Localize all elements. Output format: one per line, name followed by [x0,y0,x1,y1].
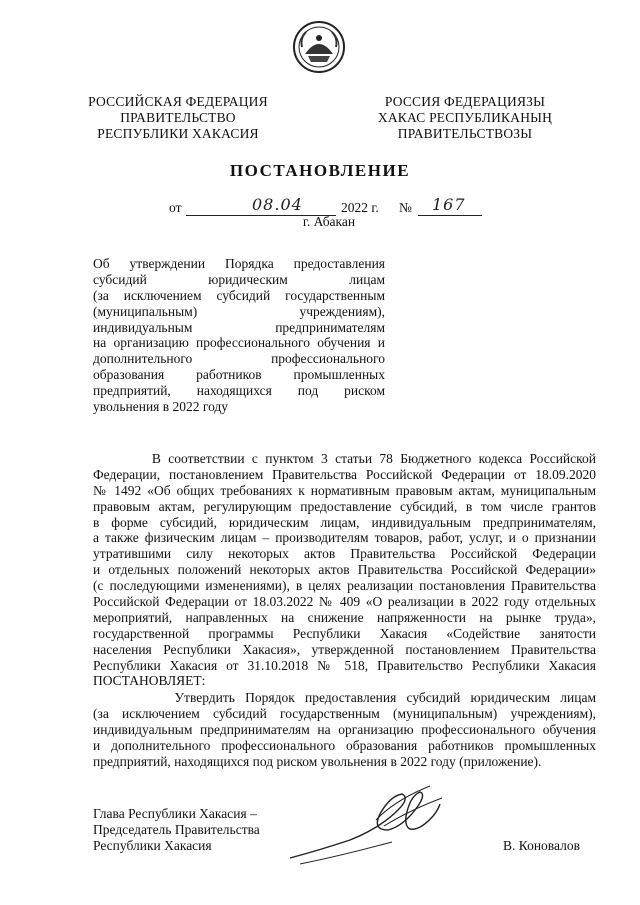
paragraph-line: утратившими силу некоторых актов Правительства Российской Федерации [93,546,596,562]
paragraph-line: № 1492 «Об общих требованиях к нормативным правовым актам, муниципальным [93,482,596,498]
paragraph-line: населения Республики Хакасия», утвержденной постановлением Правительства [93,641,596,657]
subject-line: субсидий юридическим лицам [93,271,385,287]
header-left [78,94,278,142]
subject-block [93,256,385,415]
paragraph-line: Российской Федерации от 18.03.2022 № 409 «О реализации в 2022 году отдельных [93,594,596,610]
header-right-line: РОССИЯ ФЕДЕРАЦИЯЗЫ [384,94,546,109]
paragraph-resolution [93,690,596,769]
paragraph-line: В соответствии с пунктом 3 статьи 78 Бюджетного кодекса Российской [93,451,596,466]
subject-line: на организацию профессионального обучения и [93,335,385,351]
header-left-line: РОССИЙСКАЯ ФЕДЕРАЦИЯ [88,94,268,109]
date-handwritten: 08.04 [252,195,303,214]
from-label: от [169,200,182,215]
document-title: ПОСТАНОВЛЕНИЕ [229,161,411,180]
year-label: 2022 г. [341,200,379,215]
paragraph-preamble [93,451,596,689]
signatory-title-line: Глава Республики Хакасия – [93,806,257,821]
subject-line: образования работников промышленных [93,367,385,383]
handwritten-signature [280,780,450,870]
paragraph-line: (с последующими изменениями), в целях реализации постановления Правительства [93,578,596,594]
paragraph-line: и дополнительного профессионального образования работников промышленных [93,737,596,753]
subject-line: предприятий, находящихся под риском [93,383,385,399]
signatory-title-line: Республики Хакасия [93,838,212,853]
paragraph-line: в форме субсидий, юридическим лицам, индивидуальным предпринимателям, [93,514,596,530]
number-label: № [399,200,412,215]
coat-of-arms-emblem [292,20,346,74]
paragraph-line: мероприятий, направленных на снижение напряженности на рынке труда», [93,609,596,625]
paragraph-line: Республики Хакасия от 31.10.2018 № 518, Правительство Республики Хакасия [93,657,596,673]
subject-line: Об утверждении Порядка предоставления [93,256,385,271]
paragraph-line: правовым актам, регулирующим предоставление субсидий, в том числе грантов [93,498,596,514]
paragraph-line: государственной программы Республики Хакасия «Содействие занятости [93,625,596,641]
paragraph-line: Федерации, постановлением Правительства Российской Федерации от 18.09.2020 [93,466,596,482]
header-right [360,94,570,142]
signatory-title-line: Председатель Правительства [93,822,260,837]
subject-line: (за исключением субсидий государственным [93,287,385,303]
paragraph-line: индивидуальным предпринимателям на организацию профессионального обучения [93,721,596,737]
header-left-line: ПРАВИТЕЛЬСТВО [120,110,236,125]
subject-line: индивидуальным предпринимателям [93,319,385,335]
signatory-name: В. Коновалов [503,838,580,853]
paragraph-line: и отдельных положений некоторых актов Правительства Российской Федерации» [93,562,596,578]
subject-line: дополнительного профессионального [93,351,385,367]
header-left-line: РЕСПУБЛИКИ ХАКАСИЯ [97,126,259,141]
header-right-line: ПРАВИТЕЛЬСТВОЗЫ [397,126,533,141]
subject-line: (муниципальным) учреждениям), [93,303,385,319]
paragraph-line: предприятий, находящихся под риском увольнения в 2022 году (приложение). [93,753,542,769]
paragraph-line: ПОСТАНОВЛЯЕТ: [93,673,206,689]
header-right-line: ХАКАС РЕСПУБЛИКАНЫҢ [377,110,553,125]
number-handwritten: 167 [432,195,466,214]
paragraph-line: а также физическим лицам – производителям товаров, работ, услуг, и о признании [93,530,596,546]
subject-line: увольнения в 2022 году [93,399,229,415]
paragraph-line: Утвердить Порядок предоставления субсидий юридическим лицам [93,690,596,705]
paragraph-line: (за исключением субсидий государственным (муниципальным) учреждениям), [93,705,596,721]
signatory-title [93,806,260,854]
city-label: г. Абакан [302,214,356,229]
